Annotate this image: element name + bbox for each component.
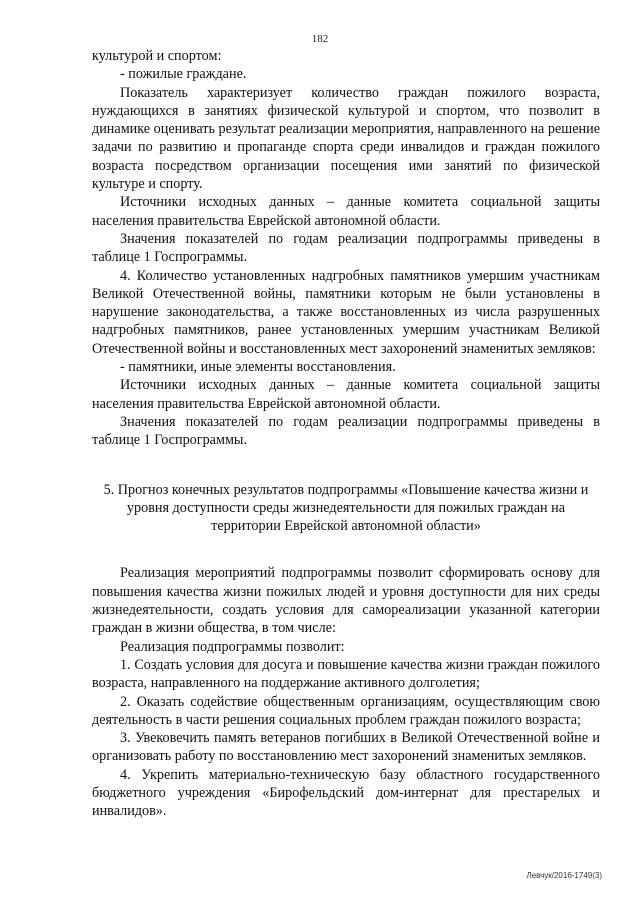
page-number: 182 — [311, 33, 329, 45]
paragraph-forecast-intro: Реализация мероприятий подпрограммы позволит сформировать основу для повышения качества жизни пожилых людей и уровня доступности для них среды жизнедеятельности, создать условия для самореализации указанной категории граждан в жизни общества, в том числе: — [92, 565, 600, 637]
paragraph-list-item: - памятники, иные элементы восстановления. — [120, 359, 396, 376]
paragraph-indicator-description: Показатель характеризует количество граждан пожилого возраста, нуждающихся в занятиях физической культурой и спортом, что позволит в динамике оценивать результат реализации мероприятия, направленного на решение задачи по развитию и пропаганде спорта среди инвалидов и граждан пожилого возраста посредством организации посещения ими занятий по физической культуре и спорту. — [92, 84, 600, 193]
paragraph-result-item: 2. Оказать содействие общественным организациям, осуществляющим свою деятельность в части решения социальных проблем граждан пожилого возраста; — [92, 693, 600, 728]
paragraph-data-source: Источники исходных данных – данные комитета социальной защиты населения правительства Еврейской автономной области. — [92, 377, 600, 412]
paragraph-values-reference: Значения показателей по годам реализации подпрограммы приведены в таблице 1 Госпрограммы. — [92, 413, 600, 449]
paragraph-values-reference: Значения показателей по годам реализации подпрограммы приведены в таблице 1 Госпрограммы. — [92, 230, 600, 266]
footer-document-code: Левчук/2016-1749(3) — [526, 871, 602, 880]
paragraph-data-source: Источники исходных данных – данные комитета социальной защиты населения правительства Еврейской автономной области. — [92, 194, 600, 229]
section-heading: 5. Прогноз конечных результатов подпрограммы «Повышение качества жизни и уровня доступности среды жизнедеятельности для пожилых граждан на территории Еврейской автономной области» — [103, 481, 589, 535]
paragraph-continuation: культурой и спортом: — [92, 48, 222, 64]
paragraph-indicator-4: 4. Количество установленных надгробных памятников умершим участникам Великой Отечественной войны, памятники которым не были установлены в нарушение законодательства, а также восстановленных из числа разрушенных надгробных памятников, ранее установленных умершим участникам Великой Отечественной войны и восстановленных мест захоронений знаменитых земляков: — [92, 267, 600, 357]
document-body — [92, 47, 600, 821]
paragraph-list-item: - пожилые граждане. — [120, 66, 247, 83]
paragraph-result-item: 3. Увековечить память ветеранов погибших в Великой Отечественной войне и организовать работу по восстановлению мест захоронений знаменитых земляков. — [92, 730, 600, 765]
paragraph-result-item: 1. Создать условия для досуга и повышение качества жизни граждан пожилого возраста, направленного на поддержание активного долголетия; — [92, 656, 600, 692]
paragraph-forecast-lead: Реализация подпрограммы позволит: — [120, 638, 345, 655]
paragraph-result-item: 4. Укрепить материально-техническую базу областного государственного бюджетного учреждения «Бирофельдский дом-интернат для престарелых и инвалидов». — [92, 766, 600, 820]
